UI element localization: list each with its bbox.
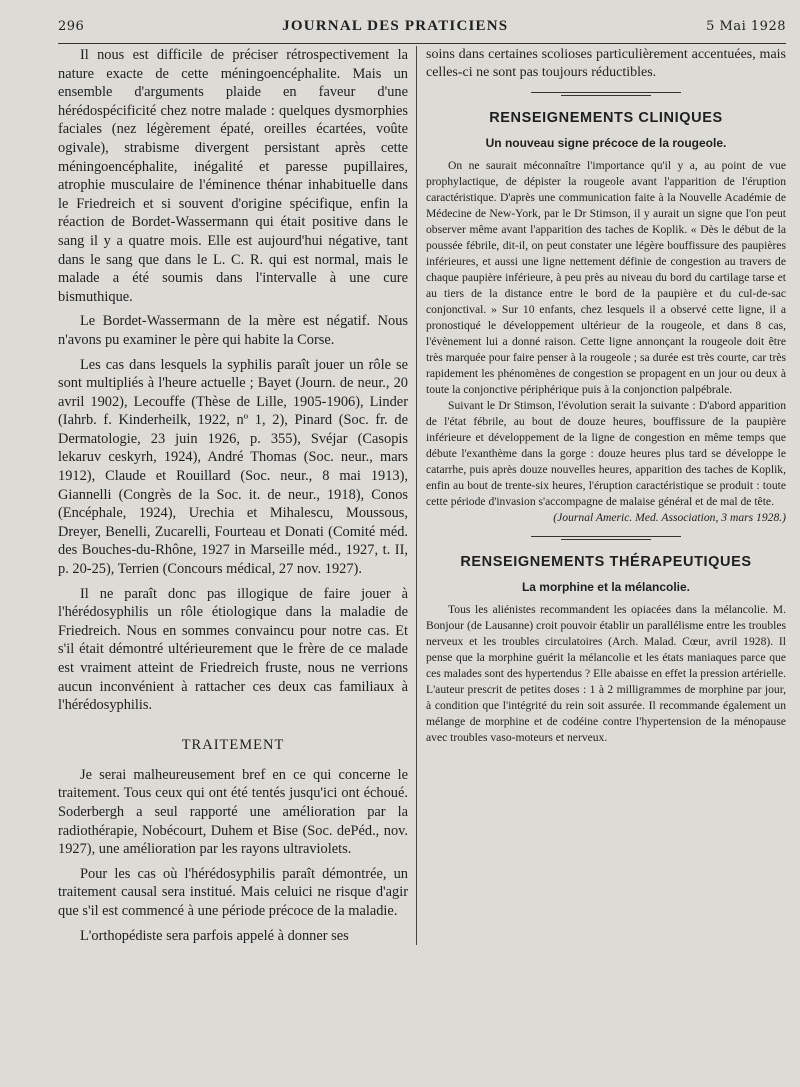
- paragraph: Pour les cas où l'hérédosyphilis paraît démontrée, un traitement causal sera institué. Mais celuici ne risque d'agir que s'il est commencé à une période précoce de la maladie.: [58, 865, 408, 919]
- paragraph: Les cas dans lesquels la syphilis paraît jouer un rôle se sont multipliés à l'heure actuelle ; Bayet (Journ. de neur., 20 avril 1902), Lecouffe (Thèse de Lille, 1905-1906), Linder (Iahrb. f. Kinderheilk, 1922, nº 1, 2), Pinard (Soc. fr. de Dermatologie, 23 juin 1926, p. 355), Svéjar (Casopis lekaruv ceskyrh, 1924), André Thomas (Soc. neur., mars 1912), Claude et Rouillard (Soc. neur., 8 mai 1913), Giannelli (Congrès de la Soc. it. de neur., 1918), Conos (Encéphale, 1924), Urechia et Mihalescu, Moussous, Dreyer, Benelli, Zucarelli, Fourteau et Donati (Comité méd. des Bouches-du-Rhône, 1927 in Marseille méd., 1927, t. II, p. 20-25), Terrien (Concours médical, 27 nov. 1927).: [58, 356, 408, 578]
- paragraph: Il nous est difficile de préciser rétrospectivement la nature exacte de cette méningoencéphalite. Mais un ensemble d'arguments plaide en faveur d'une hérédospécificité chez notre malade : quelques dysmorphies faciales (nez légèrement épaté, oreilles écartées, voûte ogivale), strabisme divergent persistant après cette méningoencéphalite, inégalité et paresse pupillaires, atrophie musculaire de l'éminence thénar inhabituelle dans le Friedreich et si souvent d'origine spécifique, enfin la réaction de Bordet-Wassermann qui était positive dans le sang il y a quatre mois. Elle est aujourd'hui négative, tant dans le sang que dans le L. C. R. qui est normal, mais le malade a été soumis dans l'intervalle à une cure bismuthique.: [58, 47, 408, 305]
- paragraph: Il ne paraît donc pas illogique de faire jouer à l'hérédosyphilis un rôle étiologique dans la maladie de Friedreich. Nous en sommes convaincu pour notre cas. Et s'il était démontré ultérieurement que le frère de ce malade est vraiment atteint de Friedreich fruste, nous ne verrions aucun inconvénient à rattacher ces deux cas familiaux à l'hérédosyphilis.: [58, 585, 408, 714]
- source-citation: (Journal Americ. Med. Association, 3 mars 1928.): [553, 511, 786, 524]
- two-column-body: [58, 46, 786, 945]
- heading-therapeutic: RENSEIGNEMENTS THÉRAPEUTIQUES: [460, 554, 752, 570]
- page-number: 296: [58, 19, 85, 34]
- paragraph: Je serai malheureusement bref en ce qui concerne le traitement. Tous ceux qui ont été tentés jusqu'ici ont échoué. Soderbergh a seul rapporté une amélioration par la radiothérapie, Nobécourt, Duhem et Bise (Soc. dePéd., nov. 1927), une amélioration par les rayons ultraviolets.: [58, 766, 408, 858]
- paragraph: Tous les aliénistes recommandent les opiacées dans la mélancolie. M. Bonjour (de Lausanne) croit pouvoir établir un parallélisme entre les troubles nerveux et les troubles circulatoires (Arch. Malad. Cœur, avril 1928). Il pense que la morphine guérit la mélancolie et les états maniaques parce que ces malades sont des hypertendus ? Elle abaisse en effet la pression artérielle. L'auteur prescrit de petites doses : 1 à 2 milligrammes de morphine par jour, à condition que l'intégrité du rein soit assurée. Il recommande également un mélange de morphine et de codéine contre l'hypertension de la ménopause avec troubles vaso-moteurs et nerveux.: [426, 603, 786, 744]
- paragraph: L'orthopédiste sera parfois appelé à donner ses: [80, 927, 349, 944]
- page-header: [58, 18, 786, 44]
- section-divider: [531, 536, 681, 540]
- continued-paragraph: soins dans certaines scolioses particulièrement accentuées, mais celles-ci ne sont pas toujours réductibles.: [426, 47, 786, 80]
- section-divider: [531, 92, 681, 96]
- paragraph: Le Bordet-Wassermann de la mère est négatif. Nous n'avons pu examiner le père qui habite la Corse.: [58, 313, 408, 348]
- subheading-morphine: La morphine et la mélancolie.: [521, 580, 691, 594]
- issue-date: 5 Mai 1928: [706, 19, 786, 34]
- journal-title: JOURNAL DES PRATICIENS: [282, 18, 509, 34]
- paragraph: On ne saurait méconnaître l'importance qu'il y a, au point de vue prophylactique, de dépister la rougeole avant l'apparition de l'éruption caractéristique. D'après une communication faite à la Nouvelle Académie de Médecine de New-York, par le Dr Stimson, il y aurait un signe que l'on peut observer même avant l'apparition des taches de Koplik. « Dès le début de la poussée fébrile, dit-il, on peut constater une légère bouffissure des paupières inférieures, et aussi une ligne nettement définie de congestion au travers de chaque paupière inférieure, à peu près au niveau du bord du cartilage tarse et au tiers de la distance entre le bord de la paupière et du cul-de-sac conjonctival. » Sur 10 enfants, chez lesquels il a observé cette ligne, il a pronostiqué le développement ultérieur de la rougeole, et dans 8 cas, l'évènement lui a donné raison. Cette ligne annonçant la rougeole doit être très marquée pour faire penser à la rougeole ; sa durée est très courte, car très rapidement les phénomènes de congestion se propagent en un jour ou deux à toute la conjonctive périphérique puis à la conjonction palpébrale.: [426, 159, 786, 396]
- right-column: [417, 46, 786, 945]
- section-title-traitement: TRAITEMENT: [181, 736, 285, 753]
- subheading-rougeole: Un nouveau signe précoce de la rougeole.: [485, 136, 727, 150]
- heading-clinical: RENSEIGNEMENTS CLINIQUES: [489, 110, 723, 126]
- paragraph: Suivant le Dr Stimson, l'évolution serait la suivante : D'abord apparition de l'état fébrile, au bout de douze heures, bouffissure de la paupière inférieure et développement de la ligne de congestion en même temps que débute l'exanthème dans la gorge : douze heures plus tard se développe le catarrhe, puis après douze nouvelles heures, apparition des taches de Koplik, enfin au bout de trente-six heures, l'éruption caractéristique se produit : toute cette période d'invasion s'accompagne de malaise général et de mal de tête.: [426, 399, 786, 508]
- left-column: [58, 46, 417, 945]
